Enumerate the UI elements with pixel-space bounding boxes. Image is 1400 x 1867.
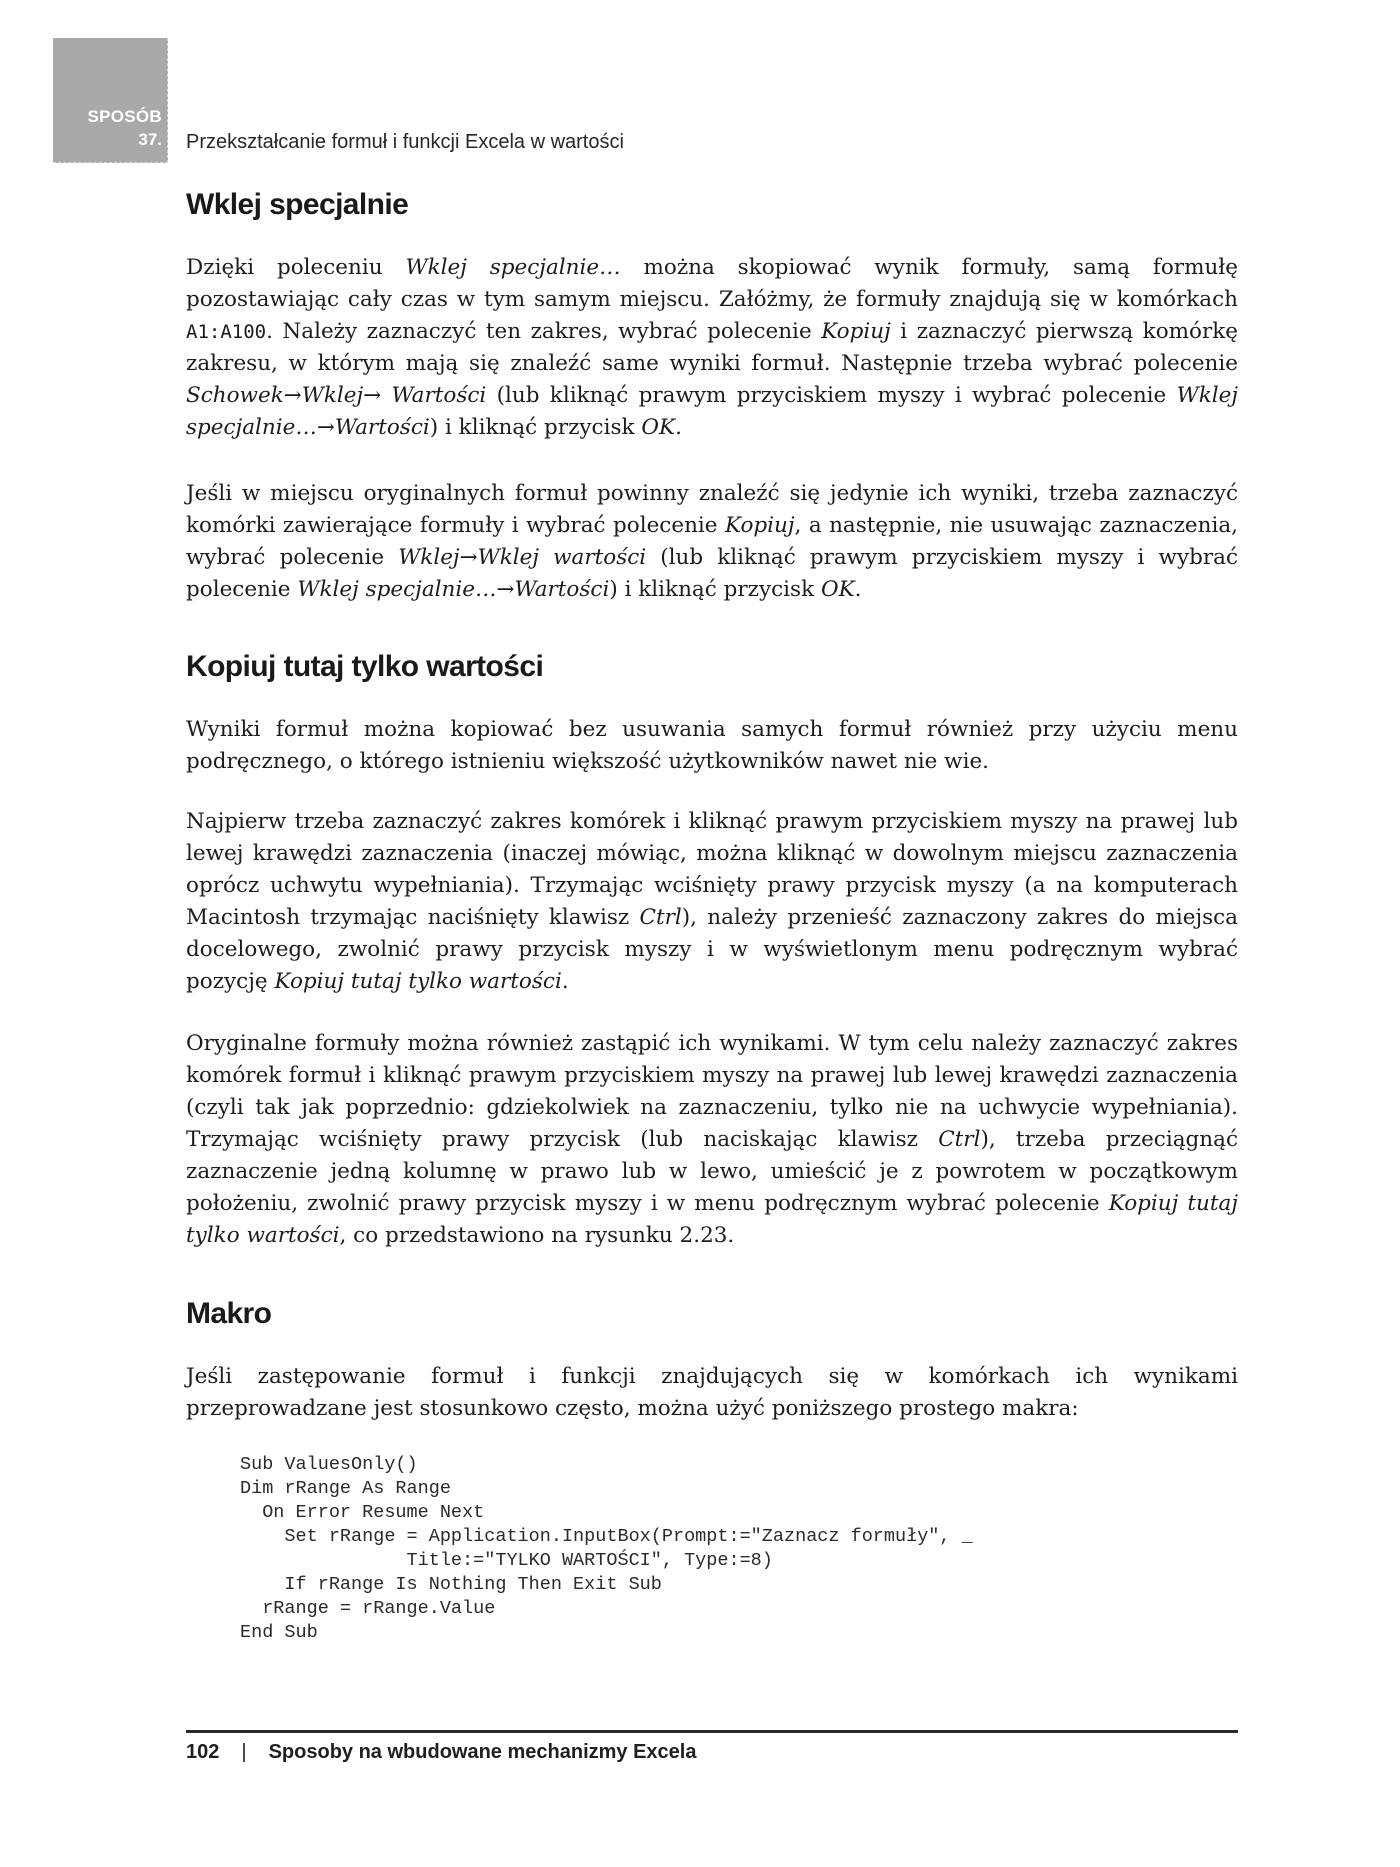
text-run: . Należy zaznaczyć ten zakres, wybrać polecenie xyxy=(266,319,822,344)
page-footer xyxy=(186,1741,696,1764)
code-line: Set rRange = Application.InputBox(Prompt:="Zaznacz formuły", _ xyxy=(240,1526,973,1547)
paragraph xyxy=(186,806,1238,998)
running-header-title: Przekształcanie formuł i funkcji Excela w wartości xyxy=(186,131,624,153)
emphasis-text: Schowek→Wklej→ Wartości xyxy=(186,383,487,408)
footer-separator: | xyxy=(241,1741,247,1763)
text-run: ), należy przenieść zaznaczony zakres do miejsca docelowego, zwolnić prawy przycisk myszy i w wyświetlonym menu podręcznym wybrać pozycję xyxy=(186,905,1238,994)
emphasis-text: Wklej specjalnie… xyxy=(405,255,621,280)
text-run: ) i kliknąć przycisk xyxy=(609,577,821,602)
vba-code-block xyxy=(240,1453,973,1645)
text-run: Wyniki formuł można kopiować bez usuwania samych formuł również przy użyciu menu podręcznego, o którego istnieniu większość użytkowników nawet nie wie. xyxy=(186,717,1238,774)
text-run: Najpierw trzeba zaznaczyć zakres komórek i kliknąć prawym przyciskiem myszy na prawej lub lewej krawędzi zaznaczenia (inaczej mówiąc, można kliknąć w dowolnym miejscu zaznaczenia oprócz uchwytu wypełniania). Trzymając wciśnięty prawy przycisk myszy (a na komputerach Macintosh trzymając naciśnięty klawisz xyxy=(186,809,1238,930)
emphasis-text: Kopiuj tutaj tylko wartości xyxy=(274,969,562,994)
section-heading-makro: Makro xyxy=(186,1297,272,1330)
code-line: rRange = rRange.Value xyxy=(240,1598,496,1619)
tab-label: SPOSÓB xyxy=(87,107,162,126)
text-run: . xyxy=(675,415,682,440)
text-run: Dzięki poleceniu xyxy=(186,255,406,280)
emphasis-text: Wklej→Wklej wartości xyxy=(398,545,647,570)
code-line: End Sub xyxy=(240,1622,318,1643)
code-line: Title:="TYLKO WARTOŚCI", Type:=8) xyxy=(240,1550,773,1571)
paragraph xyxy=(186,1361,1238,1425)
code-line: Dim rRange As Range xyxy=(240,1478,451,1499)
cell-range-text: A1:A100 xyxy=(186,321,267,343)
emphasis-text: OK xyxy=(820,577,855,602)
section-heading-kopiuj-tutaj: Kopiuj tutaj tylko wartości xyxy=(186,650,544,683)
text-run: i zaznaczyć pierwszą komórkę zakresu, w którym mają się znaleźć same wyniki formuł. Następnie trzeba wybrać polecenie xyxy=(186,319,1238,376)
text-run: (lub kliknąć prawym przyciskiem myszy i wybrać polecenie xyxy=(486,383,1177,408)
emphasis-text: Ctrl xyxy=(639,905,682,930)
chapter-tab xyxy=(53,38,168,163)
code-line: On Error Resume Next xyxy=(240,1502,485,1523)
emphasis-text: Wklej specjalnie…→Wartości xyxy=(186,383,1238,440)
text-run: , a następnie, nie usuwając zaznaczenia, wybrać polecenie xyxy=(186,513,1238,570)
text-run: . xyxy=(561,969,569,994)
paragraph xyxy=(186,1028,1238,1252)
text-run: ) i kliknąć przycisk xyxy=(429,415,642,440)
footer-rule xyxy=(186,1730,1238,1733)
paragraph xyxy=(186,714,1238,778)
paragraph xyxy=(186,252,1238,444)
emphasis-text: Kopiuj xyxy=(724,513,795,538)
emphasis-text: Kopiuj tutaj tylko wartości xyxy=(186,1191,1238,1248)
text-run: Oryginalne formuły można również zastąpić ich wynikami. W tym celu należy zaznaczyć zakres komórek formuł i kliknąć prawym przyciskiem myszy na prawej lub lewej krawędzi zaznaczenia (czyli tak jak poprzednio: gdziekolwiek na zaznaczeniu, tylko nie na uchwycie wypełniania). Trzymając wciśnięty prawy przycisk (lub naciskając klawisz xyxy=(186,1031,1238,1152)
emphasis-text: Ctrl xyxy=(938,1127,981,1152)
text-run: Jeśli zastępowanie formuł i funkcji znajdujących się w komórkach ich wynikami przeprowadzane jest stosunkowo często, można użyć poniższego prostego makra: xyxy=(186,1364,1238,1421)
text-run: . xyxy=(854,577,862,602)
book-title: Sposoby na wbudowane mechanizmy Excela xyxy=(268,1741,697,1763)
section-heading-wklej-specjalnie: Wklej specjalnie xyxy=(186,188,409,221)
text-run: można skopiować wynik formuły, samą formułę pozostawiając cały czas w tym samym miejscu. Załóżmy, że formuły znajdują się w komórkach xyxy=(186,255,1238,312)
text-run: (lub kliknąć prawym przyciskiem myszy i wybrać polecenie xyxy=(186,545,1238,602)
code-line: If rRange Is Nothing Then Exit Sub xyxy=(240,1574,662,1595)
text-run: , co przedstawiono na rysunku 2.23. xyxy=(339,1223,735,1248)
paragraph xyxy=(186,478,1238,606)
emphasis-text: OK xyxy=(641,415,676,440)
page-number: 102 xyxy=(186,1741,220,1763)
tab-number: 37. xyxy=(138,130,162,149)
emphasis-text: Kopiuj xyxy=(821,319,891,344)
text-run: ), trzeba przeciągnąć zaznaczenie jedną kolumnę w prawo lub w lewo, umieścić je z powrotem w początkowym położeniu, zwolnić prawy przycisk myszy i w menu podręcznym wybrać polecenie xyxy=(186,1127,1238,1216)
code-line: Sub ValuesOnly() xyxy=(240,1454,418,1475)
emphasis-text: Wklej specjalnie…→Wartości xyxy=(297,577,610,602)
text-run: Jeśli w miejscu oryginalnych formuł powinny znaleźć się jedynie ich wyniki, trzeba zaznaczyć komórki zawierające formuły i wybrać polecenie xyxy=(186,481,1238,538)
